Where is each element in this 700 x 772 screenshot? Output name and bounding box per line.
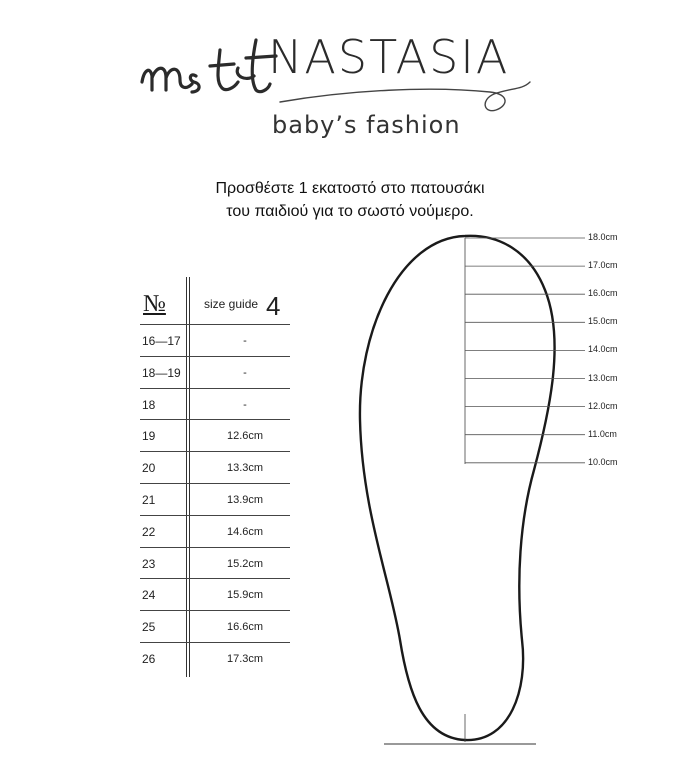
table-header-guide: size guide xyxy=(204,297,259,311)
table-cell-length: 13.3cm xyxy=(226,462,264,475)
table-divider xyxy=(189,277,190,677)
scale-label: 13.0cm xyxy=(588,372,618,383)
table-cell-length: 15.2cm xyxy=(226,557,264,570)
scale-label: 18.0cm xyxy=(588,232,618,242)
instruction-line-1: Προσθέστε 1 εκατοστό στο πατουσάκι xyxy=(215,180,485,197)
scale-label: 15.0cm xyxy=(588,316,618,327)
table-row-rule xyxy=(140,547,290,548)
scale-label: 17.0cm xyxy=(588,260,618,271)
table-row-rule xyxy=(140,356,290,357)
table-header-number: № xyxy=(143,291,166,317)
table-cell-size: 19 xyxy=(142,429,156,444)
table-cell-size: 21 xyxy=(142,493,156,507)
table-cell-size: 23 xyxy=(142,556,156,571)
size-instruction xyxy=(140,177,560,223)
table-row-rule xyxy=(140,610,290,611)
table-row-rule xyxy=(140,578,290,579)
table-cell-size: 26 xyxy=(142,652,156,666)
table-header-rule xyxy=(140,324,290,325)
scale-label: 10.0cm xyxy=(588,456,618,467)
table-cell-length: 14.6cm xyxy=(226,525,264,538)
table-row-rule xyxy=(140,642,290,643)
foot-outline-diagram xyxy=(340,220,660,755)
table-row-rule xyxy=(140,419,290,420)
table-cell-size: 22 xyxy=(142,524,156,539)
table-cell-length: 15.9cm xyxy=(226,589,264,602)
table-cell-length: - xyxy=(243,366,247,379)
brand-tagline: baby’s fashion xyxy=(272,111,461,139)
table-cell-length: 12.6cm xyxy=(226,430,264,443)
scale-label: 16.0cm xyxy=(588,288,618,299)
table-cell-size: 16—17 xyxy=(142,334,181,348)
size-guide-table xyxy=(140,277,295,677)
table-row-rule xyxy=(140,451,290,452)
table-cell-size: 25 xyxy=(142,620,156,635)
table-cell-length: 16.6cm xyxy=(226,621,264,634)
scale-label: 11.0cm xyxy=(588,428,617,439)
table-cell-length: - xyxy=(243,398,247,411)
table-row-rule xyxy=(140,388,290,389)
table-cell-size: 18 xyxy=(142,397,156,412)
table-cell-length: - xyxy=(243,335,247,347)
table-row-rule xyxy=(140,483,290,484)
table-header-guide-number: 4 xyxy=(266,291,281,321)
scale-label: 14.0cm xyxy=(588,344,618,355)
table-cell-size: 24 xyxy=(142,588,156,603)
brand-name: NASTASIA xyxy=(268,30,510,84)
table-cell-length: 17.3cm xyxy=(226,653,264,665)
table-divider xyxy=(186,277,187,677)
instruction-line-2: του παιδιού για το σωστό νούμερο. xyxy=(226,203,474,220)
scale-label: 12.0cm xyxy=(588,400,618,411)
table-cell-size: 18—19 xyxy=(142,365,181,380)
table-cell-length: 13.9cm xyxy=(226,494,264,506)
table-cell-size: 20 xyxy=(142,461,156,476)
table-row-rule xyxy=(140,515,290,516)
